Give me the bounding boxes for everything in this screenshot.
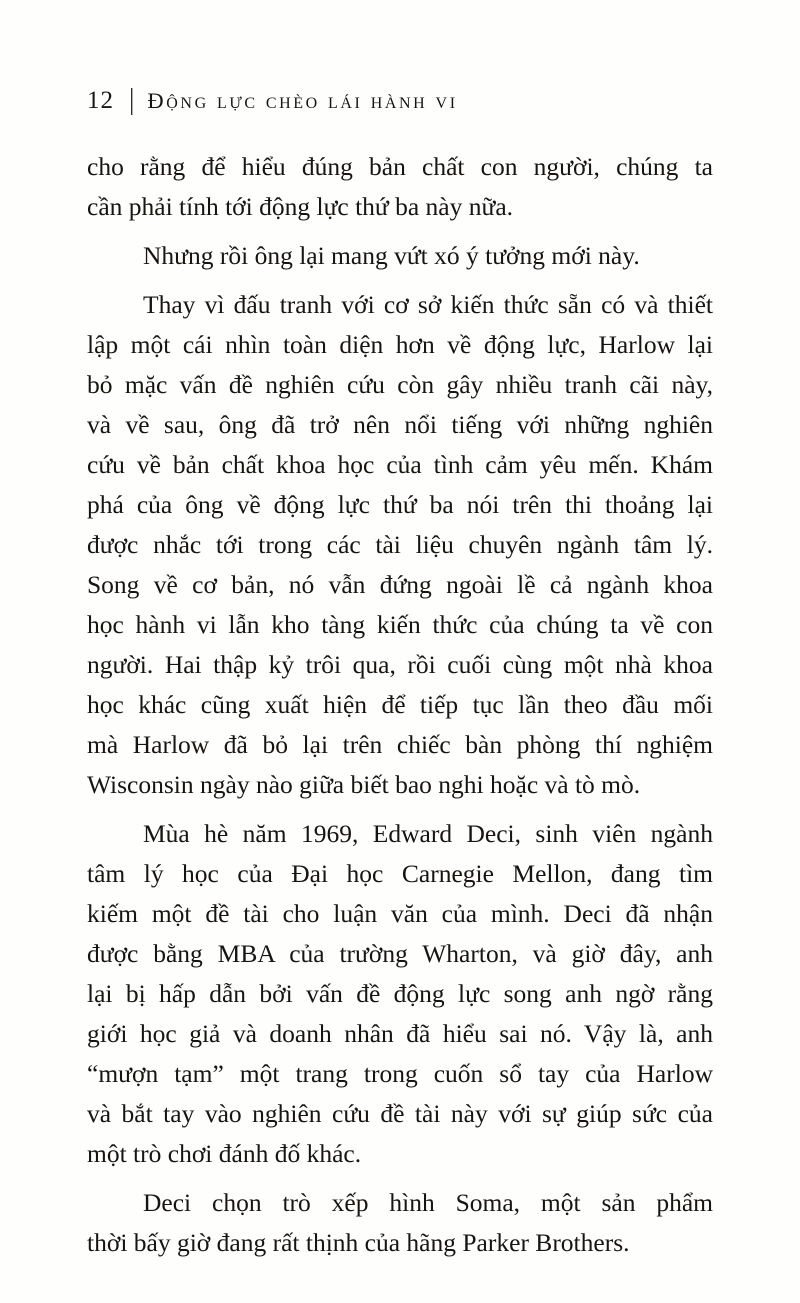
text-line: bỏ mặc vấn đề nghiên cứu còn gây nhiều tranh cãi này,: [87, 370, 713, 399]
text-line: giới học giả và doanh nhân đã hiểu sai nó. Vậy là, anh: [87, 1019, 713, 1048]
text-line: mà Harlow đã bỏ lại trên chiếc bàn phòng thí nghiệm: [87, 730, 713, 759]
text-line: được bằng MBA của trường Wharton, và giờ đây, anh: [87, 939, 713, 968]
paragraph: [87, 147, 713, 227]
page-number: 12: [87, 87, 114, 114]
text-line: Thay vì đấu tranh với cơ sở kiến thức sẵn có và thiết: [143, 290, 713, 319]
text-line: một trò chơi đánh đố khác.: [87, 1139, 362, 1168]
text-line: lập một cái nhìn toàn diện hơn về động lực, Harlow lại: [87, 330, 713, 359]
text-line: phá của ông về động lực thứ ba nói trên thi thoảng lại: [87, 490, 713, 519]
text-line: tâm lý học của Đại học Carnegie Mellon, đang tìm: [87, 859, 713, 888]
running-title: Động lực chèo lái hành vi: [147, 88, 458, 113]
text-line: cần phải tính tới động lực thứ ba này nữa.: [87, 192, 514, 221]
text-line: học hành vi lẫn kho tàng kiến thức của chúng ta về con: [87, 610, 713, 639]
text-line: “mượn tạm” một trang trong cuốn sổ tay của Harlow: [87, 1059, 713, 1088]
text-line: lại bị hấp dẫn bởi vấn đề động lực song anh ngờ rằng: [87, 979, 713, 1008]
text-line: và bắt tay vào nghiên cứu đề tài này với sự giúp sức của: [87, 1099, 713, 1128]
text-line: thời bấy giờ đang rất thịnh của hãng Parker Brothers.: [87, 1228, 630, 1257]
text-line: Song về cơ bản, nó vẫn đứng ngoài lề cả ngành khoa: [87, 570, 713, 599]
text-line: người. Hai thập kỷ trôi qua, rồi cuối cùng một nhà khoa: [87, 650, 713, 679]
text-line: được nhắc tới trong các tài liệu chuyên ngành tâm lý.: [87, 530, 713, 559]
page-body: [87, 147, 713, 1263]
paragraph: [87, 1183, 713, 1263]
text-line: Nhưng rồi ông lại mang vứt xó ý tưởng mới này.: [143, 241, 640, 270]
paragraph: [87, 236, 713, 276]
text-line: Mùa hè năm 1969, Edward Deci, sinh viên ngành: [143, 819, 713, 848]
header-separator: |: [129, 82, 135, 116]
paragraph: [87, 814, 713, 1174]
text-line: kiếm một đề tài cho luận văn của mình. Deci đã nhận: [87, 899, 713, 928]
text-line: và về sau, ông đã trở nên nổi tiếng với những nghiên: [87, 410, 713, 439]
running-header: [87, 84, 458, 115]
text-line: học khác cũng xuất hiện để tiếp tục lần theo đầu mối: [87, 690, 713, 719]
text-line: cho rằng để hiểu đúng bản chất con người, chúng ta: [87, 152, 713, 181]
text-line: cứu về bản chất khoa học của tình cảm yêu mến. Khám: [87, 450, 713, 479]
text-line: Wisconsin ngày nào giữa biết bao nghi hoặc và tò mò.: [87, 770, 641, 799]
text-line: Deci chọn trò xếp hình Soma, một sản phẩm: [143, 1188, 713, 1217]
paragraph: [87, 285, 713, 805]
